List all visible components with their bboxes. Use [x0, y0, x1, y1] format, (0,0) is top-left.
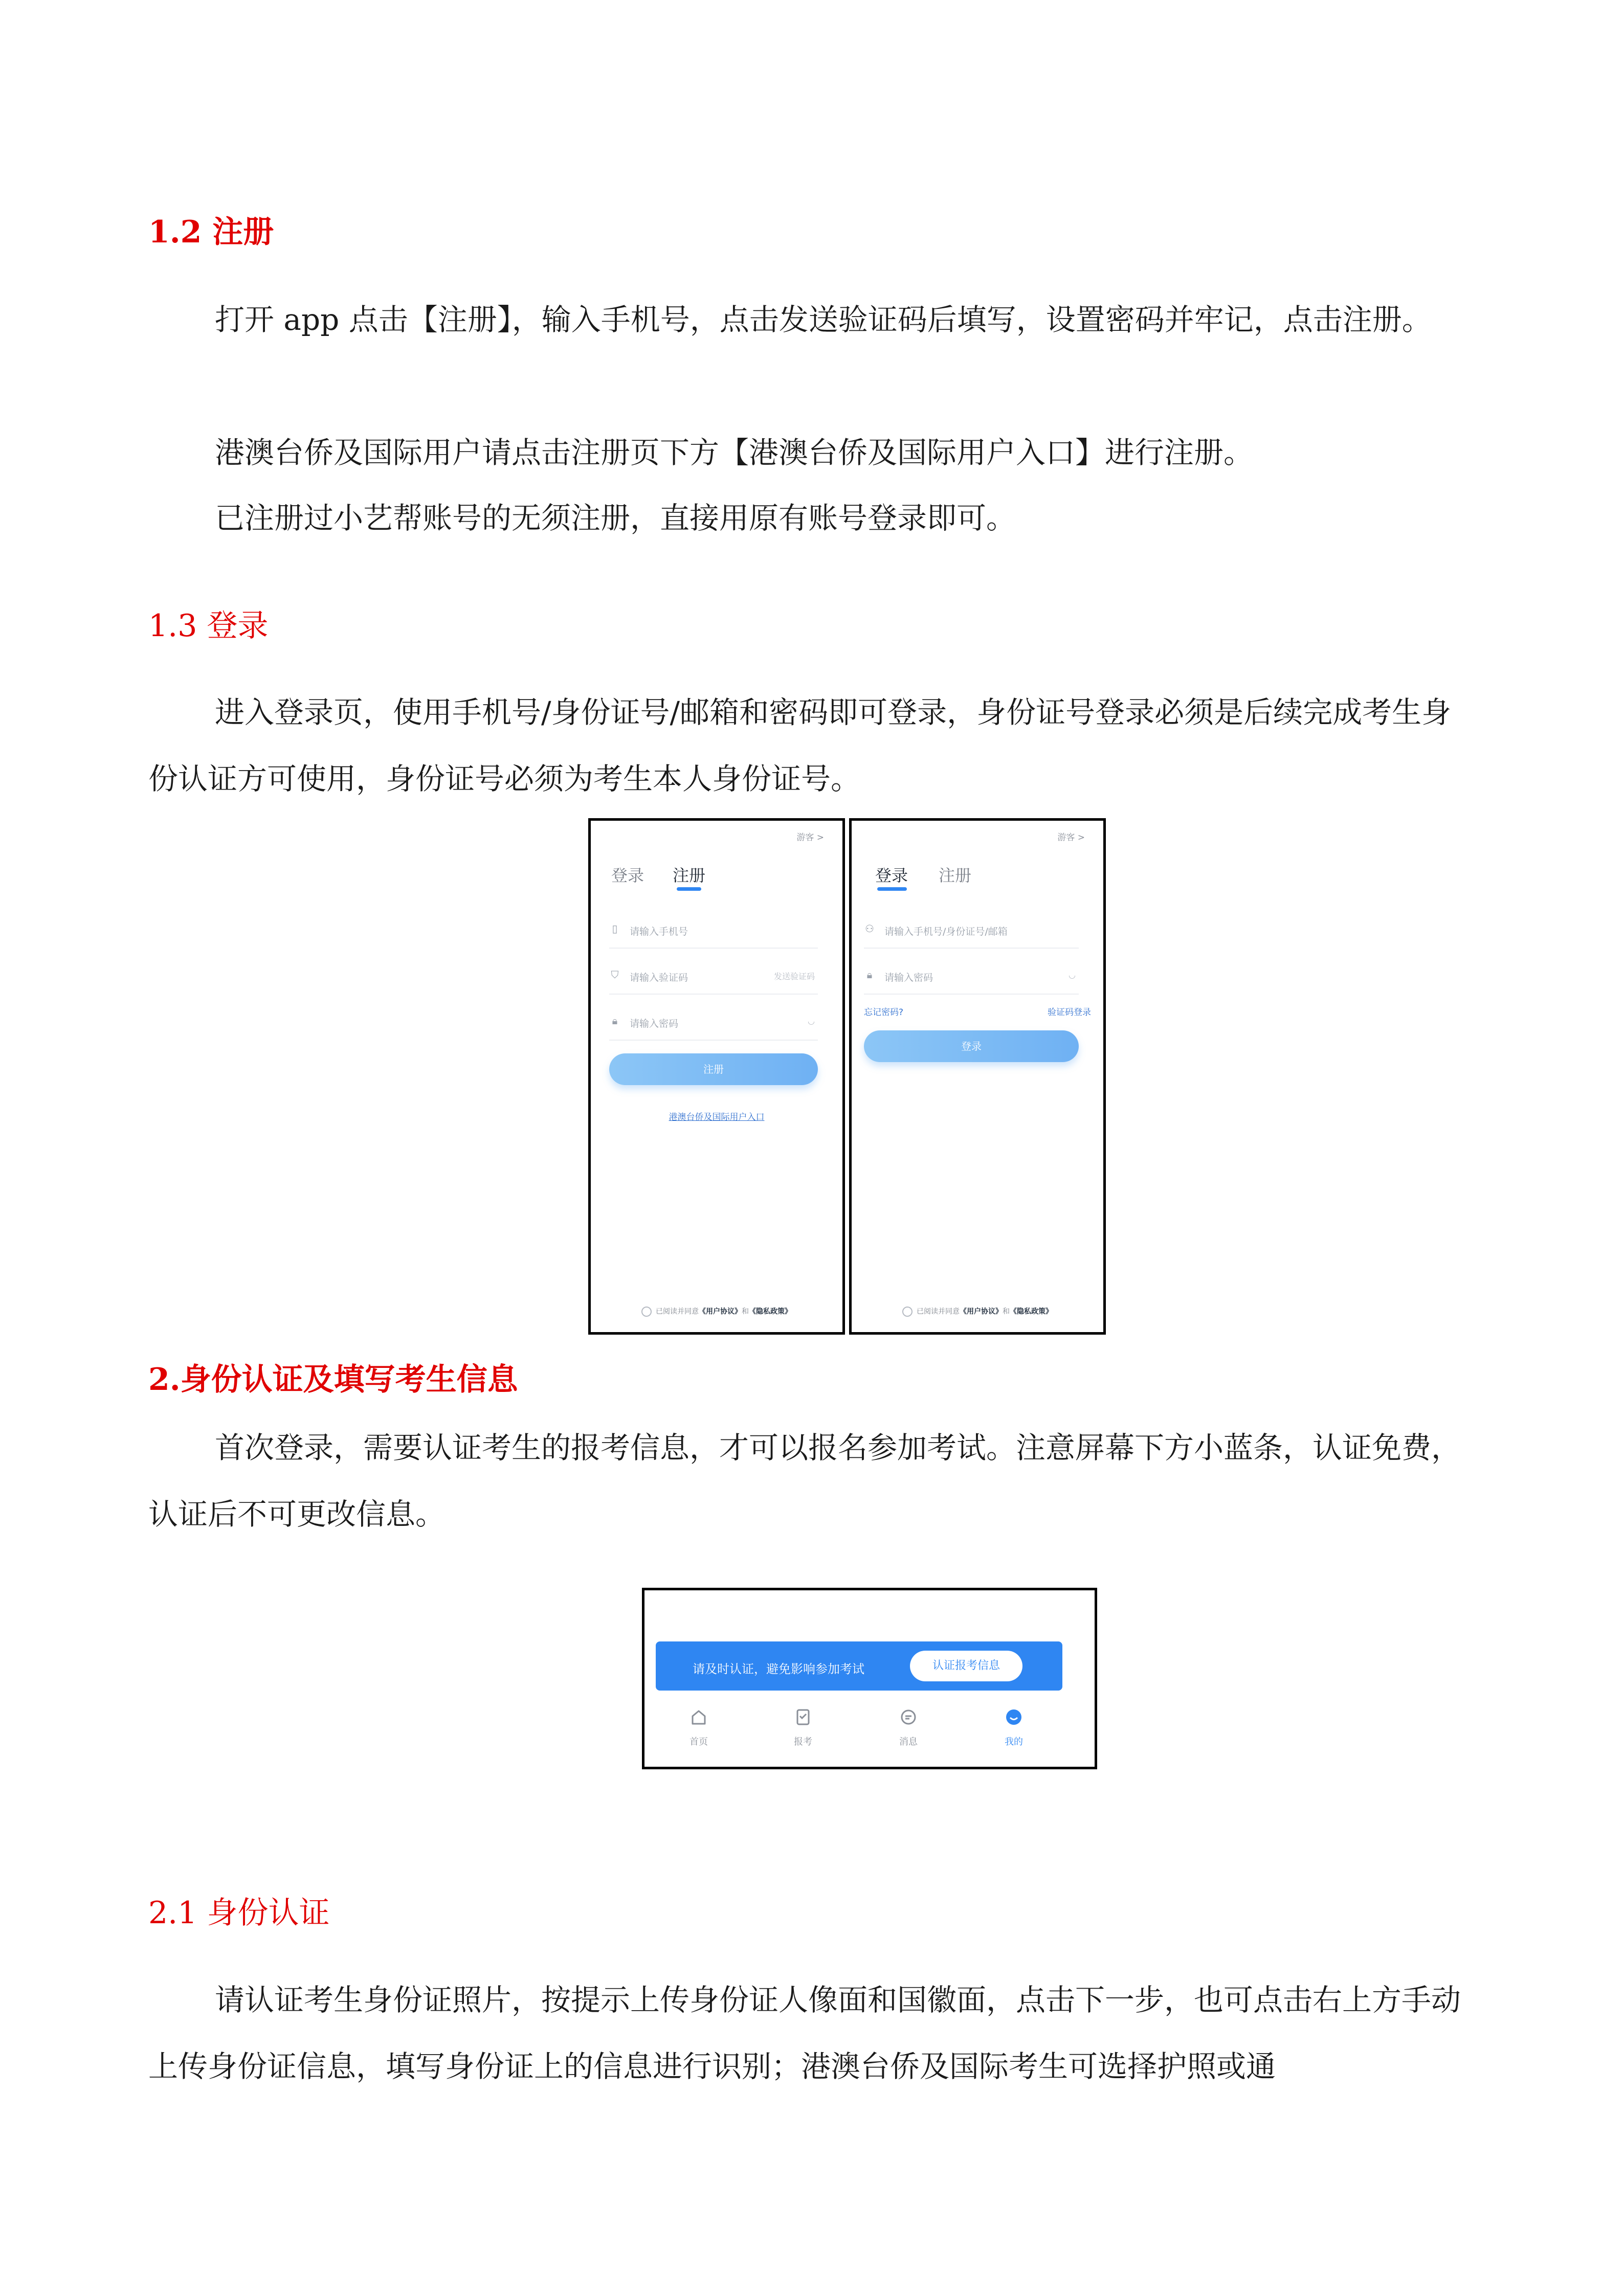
paragraph: 已注册过小艺帮账号的无须注册，直接用原有账号登录即可。: [215, 501, 1016, 535]
chat-icon: [898, 1707, 919, 1727]
privacy-policy-link[interactable]: 《隐私政策》: [749, 1308, 792, 1316]
tab-underline: [877, 887, 907, 891]
tab-login[interactable]: 登录: [875, 866, 908, 885]
guest-link[interactable]: 游客 >: [1057, 832, 1085, 843]
register-button[interactable]: 注册: [609, 1053, 818, 1085]
section-title-1-2: 1.2 注册: [148, 214, 274, 250]
register-screenshot: [588, 818, 845, 1335]
paragraph: 首次登录，需要认证考生的报考信息，才可以报名参加考试。注意屏幕下方小蓝条，认证免费，认证后不可更改信息。: [148, 1430, 1461, 1532]
home-icon: [688, 1707, 709, 1727]
nav-item-messages[interactable]: [883, 1707, 934, 1748]
lock-icon: 🔒︎: [866, 969, 873, 981]
code-placeholder: 请输入验证码: [630, 972, 688, 983]
intl-entry-link[interactable]: 港澳台侨及国际用户入口: [669, 1112, 765, 1122]
password-field[interactable]: [609, 1004, 818, 1041]
banner-text: 请及时认证，避免影响参加考试: [693, 1662, 864, 1676]
clipboard-icon: [793, 1707, 813, 1727]
user-agreement-link[interactable]: 《用户协议》: [960, 1308, 1003, 1316]
verify-info-button[interactable]: 认证报考信息: [910, 1651, 1022, 1681]
shield-icon: ⛉: [611, 969, 619, 981]
nav-label-mine: 我的: [1005, 1737, 1023, 1747]
eye-closed-icon[interactable]: ◡: [808, 1016, 815, 1026]
login-screenshot: [849, 818, 1106, 1335]
smile-icon: [1004, 1707, 1024, 1727]
guest-link[interactable]: 游客 >: [796, 832, 824, 843]
paragraph: 打开 app 点击【注册】，输入手机号，点击发送验证码后填写，设置密码并牢记，点击注册。: [215, 302, 1432, 337]
nav-label-messages: 消息: [899, 1737, 918, 1747]
nav-label-home: 首页: [689, 1737, 708, 1747]
phone-icon: ▯: [612, 922, 618, 935]
nav-item-home[interactable]: [673, 1707, 724, 1748]
user-agreement-link[interactable]: 《用户协议》: [699, 1308, 742, 1316]
lock-icon: 🔒︎: [612, 1015, 618, 1027]
tab-underline: [677, 887, 701, 891]
paragraph: 请认证考生身份证照片，按提示上传身份证人像面和国徽面，点击下一步，也可点击右上方手动上传身份证信息，填写身份证上的信息进行识别；港澳台侨及国际考生可选择护照或通: [148, 1983, 1461, 2084]
agree-checkbox[interactable]: [902, 1307, 913, 1317]
tab-login[interactable]: 登录: [611, 866, 644, 885]
code-field[interactable]: [609, 958, 818, 995]
password-placeholder: 请输入密码: [884, 972, 933, 983]
agree-checkbox[interactable]: [641, 1307, 652, 1317]
section-title-2: 2.身份认证及填写考生信息: [148, 1362, 518, 1398]
nav-label-apply: 报考: [794, 1737, 812, 1747]
tab-register[interactable]: 注册: [673, 866, 706, 885]
password-field[interactable]: [864, 958, 1079, 995]
privacy-policy-link[interactable]: 《隐私政策》: [1010, 1308, 1053, 1316]
paragraph: 港澳台侨及国际用户请点击注册页下方【港澳台侨及国际用户入口】进行注册。: [215, 435, 1254, 470]
section-title-1-3: 1.3 登录: [148, 608, 269, 644]
paragraph: 进入登录页，使用手机号/身份证号/邮箱和密码即可登录，身份证号登录必须是后续完成考生身份认证方可使用，身份证号必须为考生本人身份证号。: [148, 695, 1452, 796]
tab-register[interactable]: 注册: [939, 866, 972, 885]
send-code-button[interactable]: 发送验证码: [773, 972, 815, 981]
login-button[interactable]: 登录: [864, 1030, 1079, 1062]
forgot-password-link[interactable]: 忘记密码?: [864, 1007, 904, 1018]
eye-closed-icon[interactable]: ◡: [1069, 970, 1076, 980]
account-placeholder: 请输入手机号/身份证号/邮箱: [884, 926, 1008, 937]
agreement-row: 已阅读并同意《用户协议》和《隐私政策》: [591, 1306, 842, 1317]
nav-item-mine[interactable]: [988, 1707, 1039, 1748]
agreement-row: 已阅读并同意《用户协议》和《隐私政策》: [852, 1306, 1103, 1317]
code-login-link[interactable]: 验证码登录: [1048, 1007, 1091, 1018]
phone-placeholder: 请输入手机号: [630, 926, 688, 937]
section-title-2-1: 2.1 身份认证: [148, 1895, 330, 1931]
auth-banner-screenshot: [642, 1588, 1097, 1769]
user-icon: ⚇: [865, 922, 874, 935]
password-placeholder: 请输入密码: [630, 1018, 679, 1029]
phone-field[interactable]: [609, 912, 818, 949]
nav-item-apply[interactable]: [777, 1707, 829, 1748]
account-field[interactable]: [864, 912, 1079, 949]
auth-reminder-banner: [656, 1641, 1062, 1691]
